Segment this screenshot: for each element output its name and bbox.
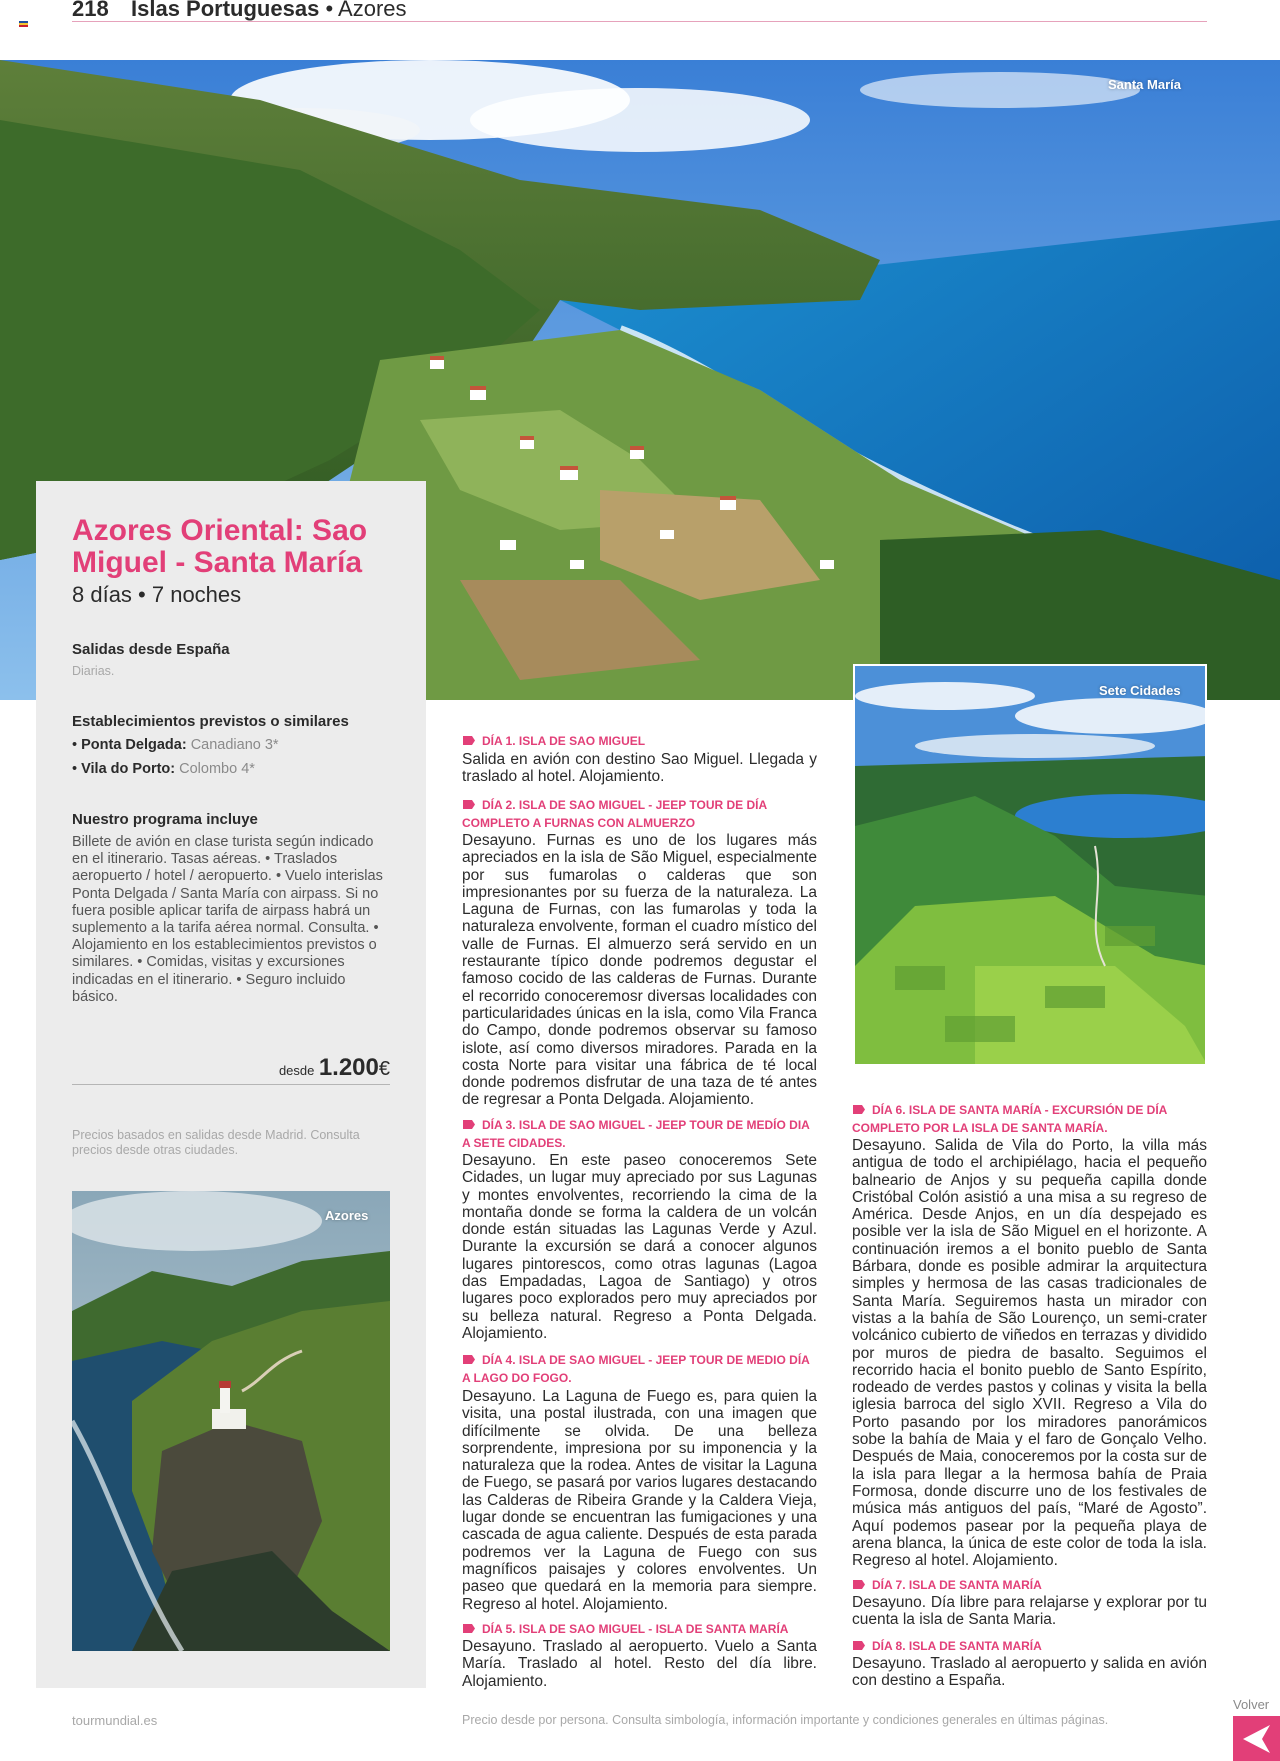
pink-bullet-icon: [462, 799, 476, 810]
price-currency: €: [378, 1058, 390, 1080]
pink-bullet-icon: [462, 1354, 476, 1365]
day-heading-text: DÍA 1. ISLA DE SAO MIGUEL: [482, 734, 646, 748]
trip-title: Azores Oriental: Sao Miguel - Santa María: [72, 514, 368, 579]
day-heading-text: DÍA 4. ISLA DE SAO MIGUEL - JEEP TOUR DE MEDIO DÍA A LAGO DO FOGO.: [462, 1353, 810, 1385]
day-body: Desayuno. En este paseo conoceremos Sete Cidades, un lugar muy apreciado por sus Lagunas y montes envolventes, recorriendo la cima de la montaña donde se forma la caldera de un volcán donde están situadas las Lagunas Verde y Azul. Durante la excursión se dará a conocer algunos lugares pintorescos, como otras lagunas (Lagoa das Empadadas, Lagoa de Santiago) y otros lugares poco explorados pero muy apreciados por su belleza natural. Regreso a Ponta Delgada. Alojamiento.: [462, 1152, 817, 1342]
azores-photo-label: Azores: [325, 1208, 369, 1223]
price-from-label: desde: [278, 1063, 315, 1078]
program-text: Billete de avión en clase turista según indicado en el itinerario. Tasas aéreas. • Traslados aeropuerto / hotel / aeropuerto. • Vuelo interislas Ponta Delgada / Santa María con airpass. Si no fuera posible aplicar tarifa de airpass habrá un suplemento a la tarifa aérea normal. Consulta. • Alojamiento en los establecimientos previstos o similares. • Comidas, visitas y excursiones indicadas en el itinerario. • Seguro incluido básico.: [72, 834, 383, 1005]
pink-bullet-icon: [462, 1623, 476, 1634]
pink-bullet-icon: [852, 1579, 866, 1590]
header-rule: [72, 21, 1207, 22]
pink-bullet-icon: [462, 1119, 476, 1130]
departures-text: Diarias.: [72, 664, 115, 678]
day-body: Desayuno. La Laguna de Fuego es, para quien la visita, una postal ilustrada, con una imagen que difícilmente se olvida. De una belleza sorprendente, impresiona por su imponencia y la naturaleza que la rodea. Antes de visitar la Laguna de Fuego, se pasará por varios lugares destacando las Calderas de Ribeira Grande y la Caldera Vieja, lugar donde se encuentran las fumigaciones y una cascada de agua caliente. Después de esta parada podremos ver la Laguna de Fuego con sus magníficos paisajes y colores envolventes. Un paseo que quedará en la memoria para siempre. Regreso al hotel. Alojamiento.: [462, 1388, 817, 1613]
header-subsection: Azores: [338, 0, 407, 21]
footer-site[interactable]: tourmundial.es: [72, 1713, 158, 1728]
day-heading: [462, 1352, 817, 1387]
day-heading: [852, 1577, 1207, 1595]
sete-cidades-photo: [853, 664, 1207, 1066]
back-arrow-icon: [1233, 1716, 1280, 1761]
footer-note: Precio desde por persona. Consulta simbología, información importante y condiciones generales en últimas páginas.: [462, 1713, 1109, 1727]
flag-icon: [19, 21, 28, 27]
price-note: Precios basados en salidas desde Madrid. Consulta precios desde otras ciudades.: [72, 1128, 360, 1157]
azores-photo: [72, 1191, 390, 1651]
day-heading: [462, 1117, 817, 1152]
hotel-item: [72, 761, 255, 777]
day-body: Desayuno. Furnas es uno de los lugares más apreciados en la isla de São Miguel, especialmente por sus fumarolas o calderas que son impresionantes por su fuerza de la naturaleza. La Laguna de Furnas, con las fumarolas y toda la naturaleza envolvente, forman el cuadro místico del valle de Furnas. El almuerzo será servido en un restaurante típico donde podremos degustar el famoso cocido de las calderas de Furnas. Durante el recorrido conoceremosr diversas localidades con particularidades únicas en la isla, como Vila Franca do Campo, donde podremos observar su famoso islote, así como diversos miradores. Parada en la costa Norte para visitar una fábrica de té local donde podremos disfrutar de una taza de té antes de regresar a Ponta Delgada. Alojamiento.: [462, 832, 817, 1109]
pink-bullet-icon: [852, 1104, 866, 1115]
day-heading: [852, 1102, 1207, 1137]
header-separator: •: [325, 0, 334, 21]
back-button[interactable]: [1233, 1716, 1280, 1761]
day-heading: [852, 1638, 1207, 1656]
program-heading: Nuestro programa incluye: [72, 811, 258, 828]
hotel-bullet: •: [72, 761, 82, 777]
page-number: 218: [72, 0, 109, 21]
day-body: Desayuno. Salida de Vila do Porto, la villa más antigua de todo el archipiélago, hacia el pequeño balneario de Anjos y su pequeña capilla donde Cristóbal Colón asistió a una misa a su regreso de América. Desde Anjos, en un día despejado es posible ver la isla de São Miguel en el horizonte. A continuación iremos a el bonito pueblo de Santa Bárbara, donde es posible admirar la arquitectura simples y hermosa de las casas tradicionales de Santa María. Seguiremos hasta un mirador con vistas a la bahía de São Lourenço, un semi-crater volcánico cubierto de viñedos en terrazas y dividido por muros de piedra de basalto. Seguimos el recorrido hacia el bonito pueblo de Santo Espírito, rodeado de verdes pastos y colinas y visita la bella iglesia barroca del siglo XVII. Regreso a Vila do Porto pasando por los miradores panorámicos sobe la bahía de Maia y el faro de Gonçalo Velho. Después de Maia, conoceremos por la costa sur de la isla para llegar a la hermosa bahía de Praia Formosa, donde discurre uno de los festivales de música más antiguos del país, “Maré de Agosto”. Aquí podemos pasear por la pequeña playa de arena blanca, la única de este color de toda la isla. Regreso al hotel. Alojamiento.: [852, 1137, 1207, 1570]
day-heading-text: DÍA 8. ISLA DE SANTA MARÍA: [872, 1639, 1042, 1653]
price-amount: 1.200: [318, 1054, 379, 1081]
day-body: Desayuno. Traslado al aeropuerto y salida en avión con destino a España.: [852, 1655, 1207, 1690]
day-heading: [462, 797, 817, 832]
day-body: Salida en avión con destino Sao Miguel. Llegada y traslado al hotel. Alojamiento.: [462, 751, 817, 786]
price: [279, 1054, 390, 1082]
day-heading: [462, 1621, 817, 1639]
day-heading-text: DÍA 5. ISLA DE SAO MIGUEL - ISLA DE SANTA MARÍA: [482, 1622, 789, 1636]
hotel-bullet: •: [72, 737, 82, 753]
day-heading-text: DÍA 7. ISLA DE SANTA MARÍA: [872, 1578, 1042, 1592]
day-body: Desayuno. Día libre para relajarse y explorar por tu cuenta la isla de Santa Maria.: [852, 1594, 1207, 1629]
sete-cidades-illustration: [855, 666, 1207, 1066]
pink-bullet-icon: [462, 735, 476, 746]
hotel-item: [72, 737, 279, 753]
hotel-city: Vila do Porto:: [81, 761, 176, 777]
price-divider: [72, 1084, 390, 1085]
hotels-heading: Establecimientos previstos o similares: [72, 713, 349, 730]
back-label[interactable]: Volver: [1233, 1697, 1270, 1712]
day-heading-text: DÍA 2. ISLA DE SAO MIGUEL - JEEP TOUR DE DÍA COMPLETO A FURNAS CON ALMUERZO: [462, 798, 767, 830]
hotel-name: Canadiano 3*: [190, 737, 279, 753]
azores-illustration: [72, 1191, 390, 1651]
hotel-name: Colombo 4*: [179, 761, 255, 777]
pink-bullet-icon: [852, 1640, 866, 1651]
hero-photo-label: Santa María: [1108, 77, 1181, 92]
hotel-city: Ponta Delgada:: [81, 737, 187, 753]
header-title: [131, 0, 407, 22]
day-heading-text: DÍA 3. ISLA DE SAO MIGUEL - JEEP TOUR DE MEDÍO DIA A SETE CIDADES.: [462, 1118, 810, 1150]
sete-cidades-photo-label: Sete Cidades: [1099, 683, 1181, 698]
day-heading: [462, 733, 817, 751]
trip-duration: 8 días • 7 noches: [72, 582, 242, 607]
header-section: Islas Portuguesas: [131, 0, 320, 21]
departures-heading: Salidas desde España: [72, 641, 230, 658]
day-body: Desayuno. Traslado al aeropuerto. Vuelo a Santa María. Traslado al hotel. Resto del día libre. Alojamiento.: [462, 1638, 817, 1690]
day-heading-text: DÍA 6. ISLA DE SANTA MARÍA - EXCURSIÓN DE DÍA COMPLETO POR LA ISLA DE SANTA MARÍA.: [852, 1103, 1167, 1135]
